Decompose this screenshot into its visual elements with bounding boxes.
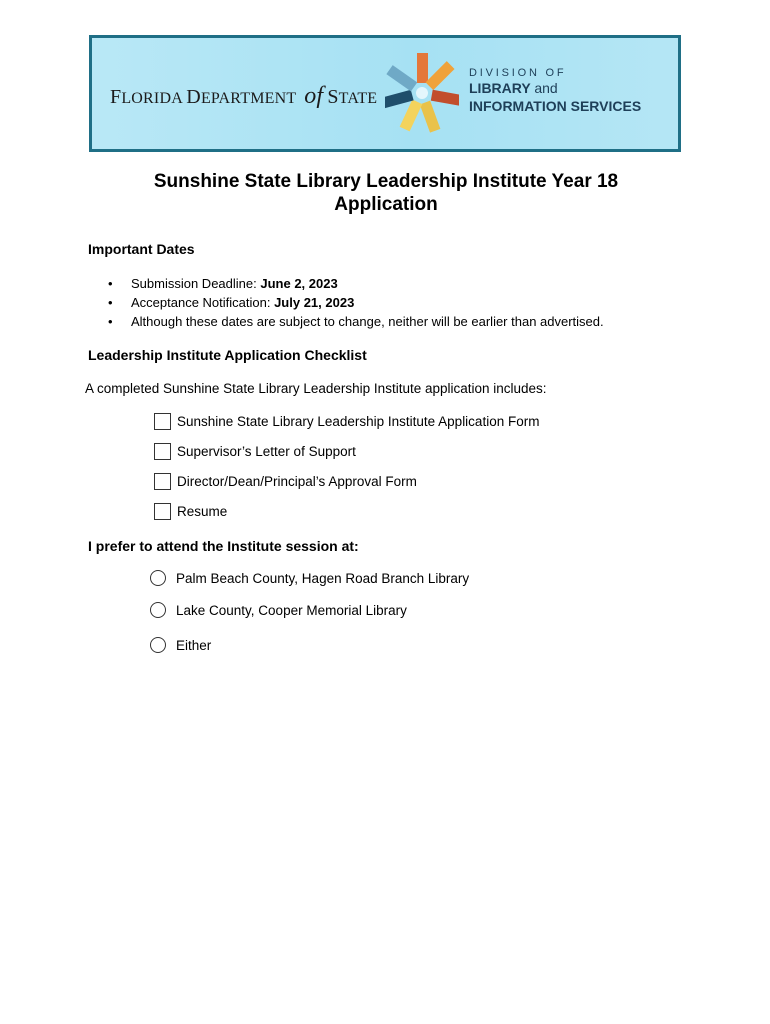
- radio-either[interactable]: [150, 637, 166, 653]
- florida-department-of-state-logo: FLORIDA DEPARTMENT of STATE: [110, 83, 378, 109]
- checklist-item: [154, 473, 417, 490]
- session-heading: I prefer to attend the Institute session at:: [88, 538, 359, 554]
- checklist-item-label: Supervisor’s Letter of Support: [177, 444, 356, 459]
- important-dates-heading: Important Dates: [88, 241, 195, 257]
- list-item: • Acceptance Notification: July 21, 2023: [108, 293, 604, 312]
- checklist-item-label: Resume: [177, 504, 228, 519]
- page-title: Sunshine State Library Leadership Institute Year 18 Application: [153, 171, 619, 215]
- session-option: [150, 637, 211, 653]
- division-logo-text: DIVISION OF LIBRARY and INFORMATION SERVICES: [469, 67, 642, 114]
- session-option-label: Palm Beach County, Hagen Road Branch Library: [176, 570, 470, 586]
- checklist-item: [154, 413, 539, 430]
- library-star-logo-icon: [385, 52, 459, 134]
- list-item: • Although these dates are subject to change, neither will be earlier than advertised.: [108, 312, 604, 331]
- session-option: [150, 602, 407, 618]
- checkbox-application-form[interactable]: [154, 413, 171, 430]
- checklist-item-label: Sunshine State Library Leadership Institute Application Form: [177, 414, 540, 429]
- checkbox-supervisor-letter[interactable]: [154, 443, 171, 460]
- checklist-intro: A completed Sunshine State Library Leadership Institute application includes:: [85, 381, 547, 396]
- session-option-label: Either: [176, 637, 212, 653]
- radio-palm-beach[interactable]: [150, 570, 166, 586]
- checkbox-approval-form[interactable]: [154, 473, 171, 490]
- header-banner: [89, 35, 681, 152]
- checkbox-resume[interactable]: [154, 503, 171, 520]
- radio-lake-county[interactable]: [150, 602, 166, 618]
- list-item: • Submission Deadline: June 2, 2023: [108, 274, 604, 293]
- checklist-item-label: Director/Dean/Principal’s Approval Form: [177, 474, 417, 489]
- session-option-label: Lake County, Cooper Memorial Library: [176, 602, 407, 618]
- checklist-item: [154, 503, 227, 520]
- checklist-item: [154, 443, 356, 460]
- session-option: [150, 570, 469, 586]
- important-dates-list: [108, 274, 604, 331]
- checklist-heading: Leadership Institute Application Checklist: [88, 347, 367, 363]
